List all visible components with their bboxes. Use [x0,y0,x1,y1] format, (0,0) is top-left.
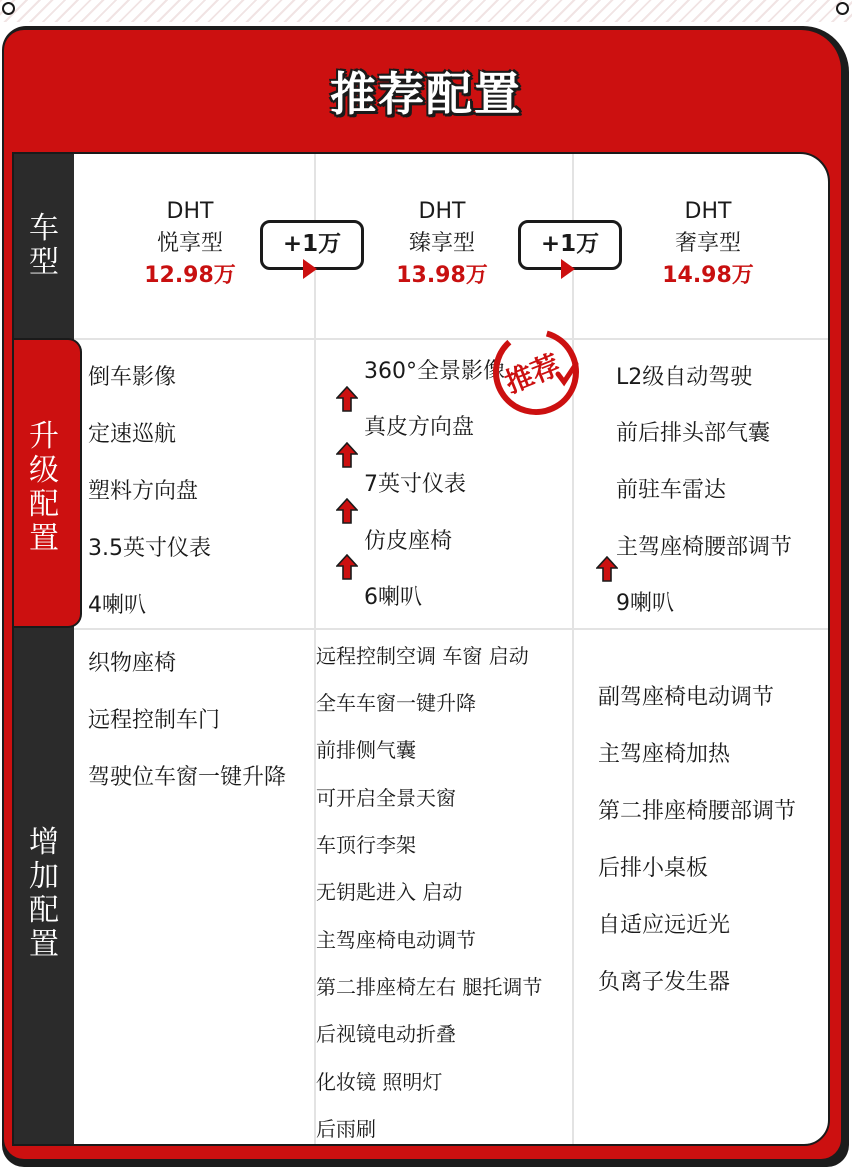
model-engine: DHT [684,199,732,224]
recommend-stamp-icon [490,326,582,418]
upgrade-item: 7英寸仪表 [364,472,466,497]
added-item: 织物座椅 [88,651,177,676]
upgrade-item: 主驾座椅腰部调节 [616,535,793,560]
model-header-2 [362,196,522,292]
upgrade-arrow-icon [336,554,358,580]
model-header-1 [110,196,270,292]
model-header-3 [628,196,788,292]
added-item: 主驾座椅电动调节 [316,928,476,952]
price-step-badge-1 [260,220,364,270]
model-engine: DHT [166,199,214,224]
price-step-badge-2 [518,220,622,270]
category-char: 加 [29,859,59,894]
added-item: 第二排座椅腰部调节 [598,799,797,824]
upgrade-arrow-icon [336,498,358,524]
added-item: 副驾座椅电动调节 [598,685,775,710]
price-step-label: +1万 [282,231,342,257]
upgrade-item: 定速巡航 [88,422,177,447]
model-price: 14.98万 [662,263,754,288]
model-trim: 悦享型 [156,231,223,256]
category-model [14,212,74,280]
category-char: 型 [29,245,59,280]
upgrade-item: 前驻车雷达 [616,478,727,503]
added-item: 主驾座椅加热 [598,742,731,767]
upgrade-item: 前后排头部气囊 [616,421,771,446]
category-sidebar [14,154,74,1144]
model-trim: 奢享型 [674,231,741,256]
added-item: 全车车窗一键升降 [316,691,476,715]
category-char: 置 [29,927,59,962]
upgrade-item: 塑料方向盘 [88,479,199,504]
upgrade-item: 4喇叭 [88,593,146,618]
upgrade-arrow-icon [336,442,358,468]
upgrade-item: L2级自动驾驶 [616,365,753,390]
upgrade-arrow-icon [596,556,618,582]
model-price: 13.98万 [396,263,488,288]
added-item: 负离子发生器 [598,970,731,995]
price-step-label: +1万 [540,231,600,257]
play-triangle-icon [561,259,575,279]
added-item: 前排侧气囊 [316,738,416,762]
upgrade-item: 9喇叭 [616,591,674,616]
model-trim: 臻享型 [408,231,475,256]
ring-right-icon [836,2,849,15]
category-added [14,826,74,962]
upgrade-item: 真皮方向盘 [364,415,475,440]
model-engine: DHT [418,199,466,224]
category-char: 升 [29,419,59,454]
ring-left-icon [2,2,15,15]
page-title: 推荐配置 [330,67,522,121]
upgrade-arrow-icon [336,386,358,412]
category-char: 级 [29,453,59,488]
upgrade-item: 仿皮座椅 [364,529,453,554]
added-item: 远程控制车门 [88,708,221,733]
added-item: 驾驶位车窗一键升降 [88,765,287,790]
comparison-board [12,152,830,1146]
added-item: 后视镜电动折叠 [316,1022,456,1046]
column-divider [572,154,574,1144]
added-item: 车顶行李架 [316,833,416,857]
play-triangle-icon [303,259,317,279]
added-item: 可开启全景天窗 [316,786,456,810]
added-item: 后排小桌板 [598,856,709,881]
upgrade-item: 6喇叭 [364,585,422,610]
category-upgrade [14,420,74,556]
category-char: 车 [29,211,59,246]
top-stripe-decoration [0,0,852,22]
row-divider [74,628,830,630]
upgrade-item: 360°全景影像 [364,359,505,384]
stamp-label: 推荐 [500,348,565,400]
added-item: 第二排座椅左右 腿托调节 [316,975,543,999]
upgrade-item: 倒车影像 [88,365,177,390]
category-char: 增 [29,825,59,860]
category-char: 置 [29,521,59,556]
added-item: 远程控制空调 车窗 启动 [316,644,529,668]
category-char: 配 [29,893,59,928]
row-divider [74,338,830,340]
model-price: 12.98万 [144,263,236,288]
category-char: 配 [29,487,59,522]
upgrade-item: 3.5英寸仪表 [88,536,211,561]
added-item: 无钥匙进入 启动 [316,880,463,904]
added-item: 化妆镜 照明灯 [316,1070,443,1094]
added-item: 后雨刷 [316,1117,376,1141]
added-item: 自适应远近光 [598,913,731,938]
